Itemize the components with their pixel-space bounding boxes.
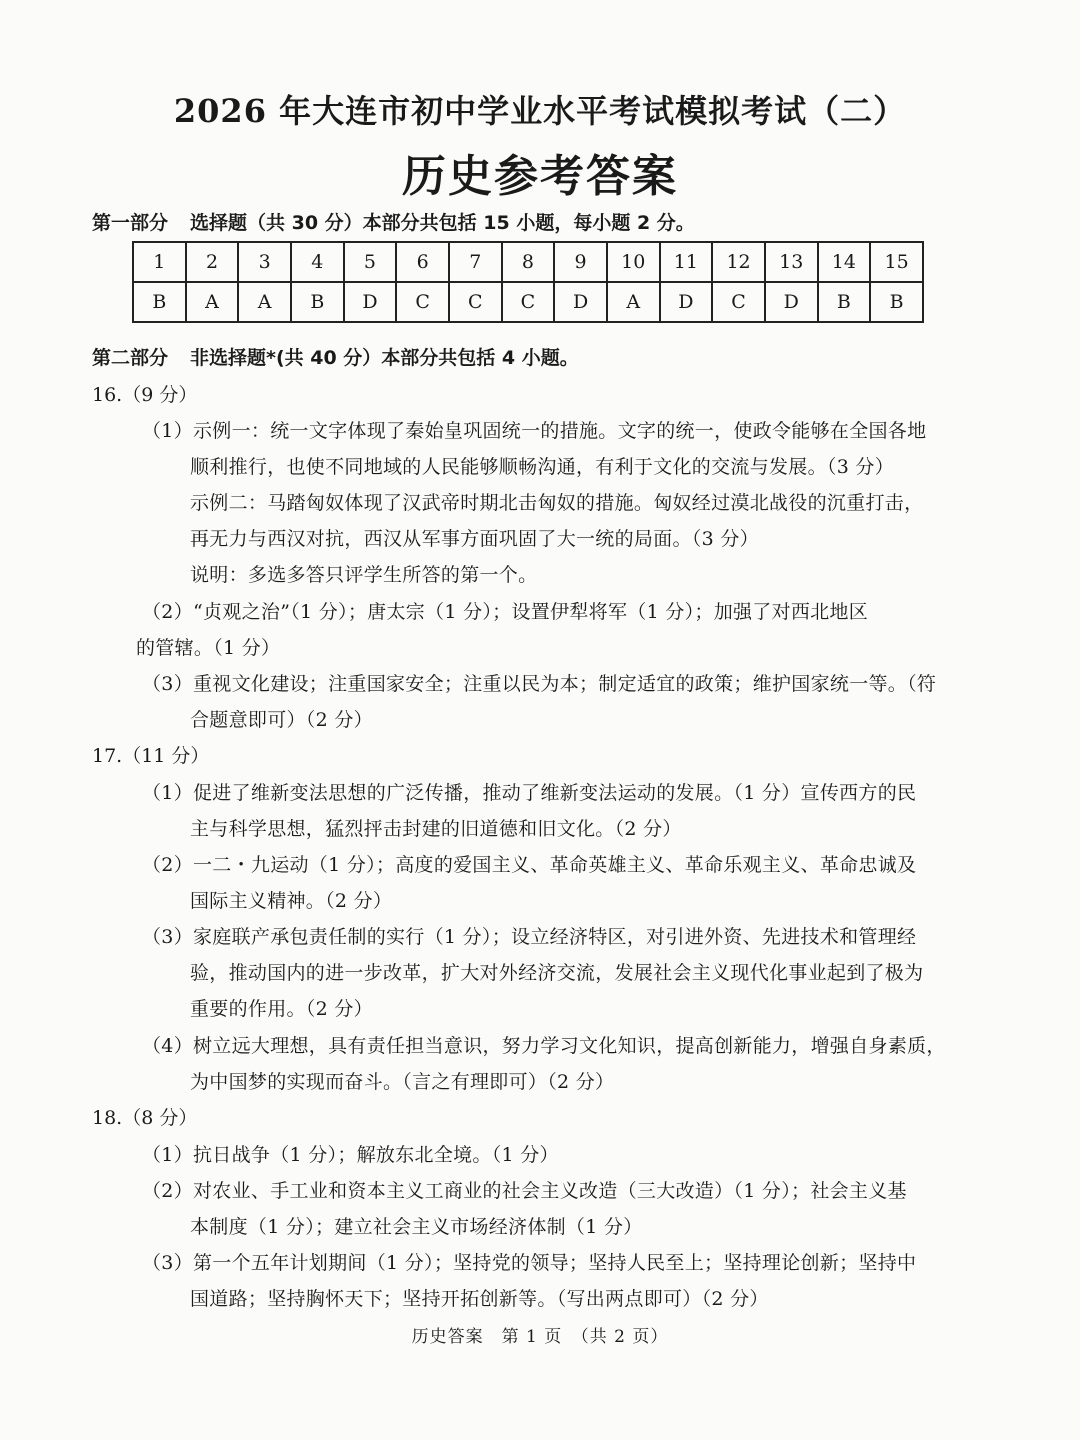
answer-cell: B: [870, 282, 923, 322]
part-one-description: 选择题（共 30 分）本部分共包括 15 小题，每小题 2 分。: [190, 212, 695, 234]
exam-title: 2026 年大连市初中学业水平考试模拟考试（二）: [173, 92, 907, 130]
answer-key-title: 历史参考答案: [402, 151, 678, 202]
question-number-cell: 7: [449, 242, 502, 282]
part-two-label: 第二部分: [92, 347, 169, 369]
answer-cell: D: [765, 282, 818, 322]
answer-line: 重要的作用。（2 分）: [190, 998, 373, 1020]
question-number-cell: 10: [607, 242, 660, 282]
answer-cell: C: [712, 282, 765, 322]
question-number-cell: 1: [133, 242, 186, 282]
answer-line: （1）促进了维新变法思想的广泛传播，推动了维新变法运动的发展。（1 分）宣传西方的民: [142, 782, 917, 804]
answer-line: 顺利推行，也使不同地域的人民能够顺畅沟通，有利于文化的交流与发展。（3 分）: [190, 456, 895, 478]
answer-cell: C: [502, 282, 555, 322]
part-one-heading: [92, 208, 695, 235]
question-number-cell: 8: [502, 242, 555, 282]
answer-line: 国际主义精神。（2 分）: [190, 890, 393, 912]
question-number-cell: 4: [291, 242, 344, 282]
answer-row: [133, 282, 923, 322]
question-number-cell: 15: [870, 242, 923, 282]
answer-line: 主与科学思想，猛烈抨击封建的旧道德和旧文化。（2 分）: [190, 818, 682, 840]
answer-line: （2）一二・九运动（1 分）；高度的爱国主义、革命英雄主义、革命乐观主义、革命忠诚及: [142, 854, 917, 876]
answer-line: （3）第一个五年计划期间（1 分）；坚持党的领导；坚持人民至上；坚持理论创新；坚持中: [142, 1252, 917, 1274]
answer-cell: D: [554, 282, 607, 322]
page-footer: 历史答案 第 1 页 （共 2 页）: [411, 1327, 669, 1347]
answer-cell: A: [607, 282, 660, 322]
question-number-cell: 5: [344, 242, 397, 282]
question-number-cell: 14: [818, 242, 871, 282]
answer-line: （1）示例一：统一文字体现了秦始皇巩固统一的措施。文字的统一，使政令能够在全国各地: [142, 420, 927, 442]
part-two-heading: [92, 343, 579, 370]
question-number-cell: 13: [765, 242, 818, 282]
answer-cell: C: [449, 282, 502, 322]
answer-line: （3）家庭联产承包责任制的实行（1 分）；设立经济特区，对引进外资、先进技术和管理经: [142, 926, 917, 948]
answer-line: 说明：多选多答只评学生所答的第一个。: [190, 564, 538, 586]
answer-line: （4）树立远大理想，具有责任担当意识，努力学习文化知识，提高创新能力，增强自身素质，: [142, 1035, 946, 1057]
part-one-label: 第一部分: [92, 212, 169, 234]
choice-answer-table: [132, 241, 924, 323]
answer-line: （2）“贞观之治”（1 分）；唐太宗（1 分）；设置伊犁将军（1 分）；加强了对西北地区: [142, 601, 869, 623]
answer-line: （2）对农业、手工业和资本主义工商业的社会主义改造（三大改造）（1 分）；社会主义基: [142, 1180, 907, 1202]
answer-cell: A: [238, 282, 291, 322]
question-18-heading: 18.（8 分）: [92, 1107, 198, 1129]
question-number-cell: 12: [712, 242, 765, 282]
answer-cell: B: [291, 282, 344, 322]
answer-line: 合题意即可）（2 分）: [190, 709, 373, 731]
answer-line: 的管辖。（1 分）: [136, 637, 281, 659]
question-number-cell: 2: [186, 242, 239, 282]
answer-line: 验，推动国内的进一步改革，扩大对外经济交流，发展社会主义现代化事业起到了极为: [190, 962, 924, 984]
question-number-cell: 6: [396, 242, 449, 282]
answer-line: （3）重视文化建设；注重国家安全；注重以民为本；制定适宜的政策；维护国家统一等。（符: [142, 673, 937, 695]
answer-cell: D: [344, 282, 397, 322]
answer-line: 再无力与西汉对抗，西汉从军事方面巩固了大一统的局面。（3 分）: [190, 528, 759, 550]
answer-line: 本制度（1 分）；建立社会主义市场经济体制（1 分）: [190, 1216, 643, 1238]
part-two-description: 非选择题*(共 40 分）本部分共包括 4 小题。: [190, 347, 579, 369]
answer-line: 示例二：马踏匈奴体现了汉武帝时期北击匈奴的措施。匈奴经过漠北战役的沉重打击，: [190, 492, 924, 514]
answer-cell: C: [396, 282, 449, 322]
question-16-heading: 16.（9 分）: [92, 384, 198, 406]
question-17-heading: 17.（11 分）: [92, 745, 210, 767]
answer-cell: A: [186, 282, 239, 322]
question-number-cell: 9: [554, 242, 607, 282]
question-number-cell: 3: [238, 242, 291, 282]
answer-cell: B: [818, 282, 871, 322]
question-number-cell: 11: [660, 242, 713, 282]
answer-line: 为中国梦的实现而奋斗。（言之有理即可）（2 分）: [190, 1071, 615, 1093]
answer-line: 国道路；坚持胸怀天下；坚持开拓创新等。（写出两点即可）（2 分）: [190, 1288, 769, 1310]
answer-cell: D: [660, 282, 713, 322]
answer-cell: B: [133, 282, 186, 322]
answer-line: （1）抗日战争（1 分）；解放东北全境。（1 分）: [142, 1144, 559, 1166]
question-number-row: [133, 242, 923, 282]
